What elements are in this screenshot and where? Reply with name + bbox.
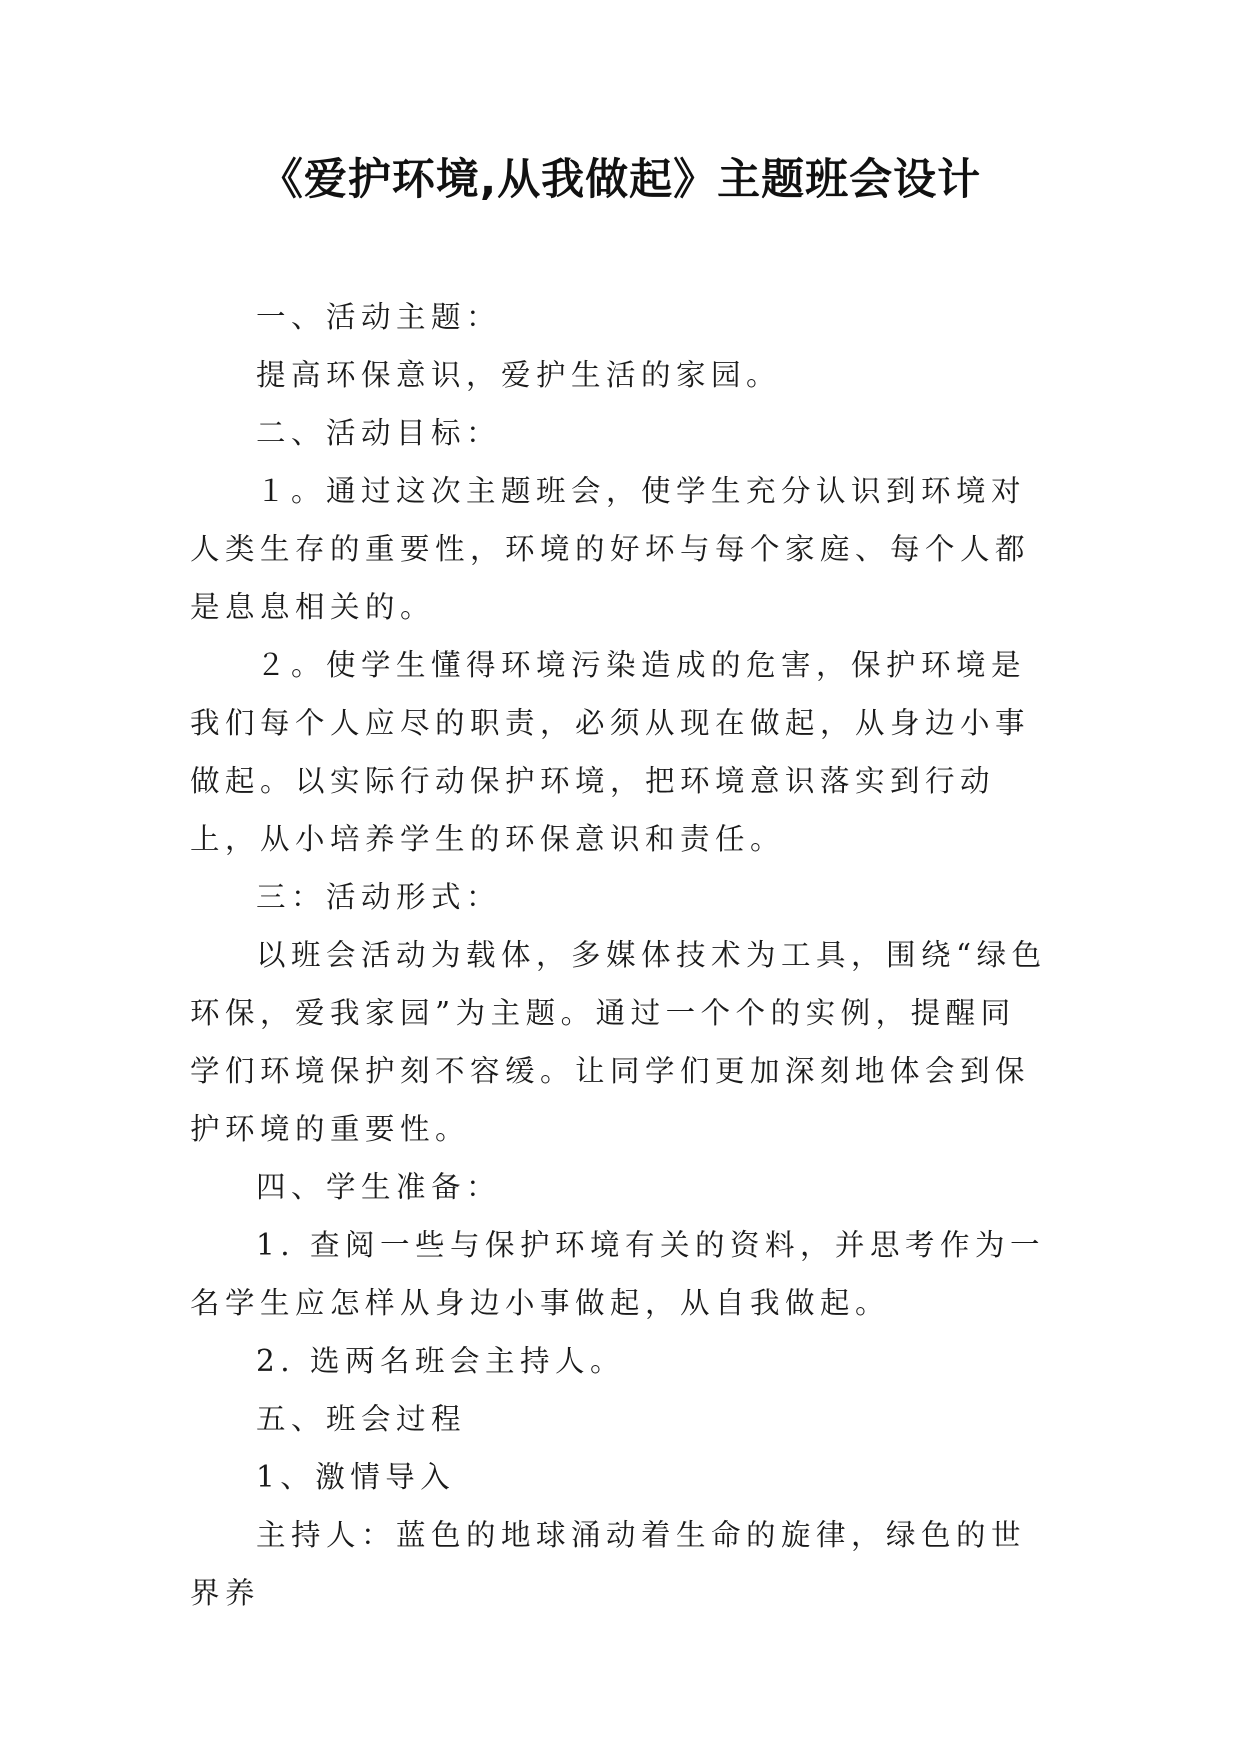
document-body (190, 288, 1050, 1622)
section-heading-activity-form: 三：活动形式： (256, 880, 502, 914)
paragraph-prep-2: 2. 选两名班会主持人。 (256, 1344, 626, 1378)
paragraph-activity-form: 以班会活动为载体，多媒体技术为工具，围绕“绿色环保，爱我家园”为主题。通过一个个的实例，提醒同学们环境保护刻不容缓。让同学们更加深刻地体会到保护环境的重要性。 (190, 938, 1047, 1146)
paragraph-goal-1: １。通过这次主题班会，使学生充分认识到环境对人类生存的重要性，环境的好坏与每个家庭、每个人都是息息相关的。 (190, 474, 1031, 624)
document-title: 《爱护环境,从我做起》主题班会设计 (259, 155, 982, 205)
paragraph-prep-1: 1. 查阅一些与保护环境有关的资料，并思考作为一名学生应怎样从身边小事做起，从自我做起。 (190, 1228, 1046, 1320)
paragraph-goal-2: ２。使学生懂得环境污染造成的危害，保护环境是我们每个人应尽的职责，必须从现在做起，从身边小事做起。以实际行动保护环境，把环境意识落实到行动上，从小培养学生的环保意识和责任。 (190, 648, 1031, 856)
section-heading-activity-theme: 一、活动主题： (256, 300, 502, 334)
section-heading-class-process: 五、班会过程 (256, 1402, 467, 1436)
paragraph-theme-text: 提高环保意识，爱护生活的家园。 (256, 358, 782, 392)
section-heading-activity-goals: 二、活动目标： (256, 416, 502, 450)
section-heading-student-prep: 四、学生准备： (256, 1170, 502, 1204)
paragraph-host-speech: 主持人：蓝色的地球涌动着生命的旋律，绿色的世界养 (190, 1518, 1027, 1610)
subheading-intro: 1、激情导入 (256, 1460, 456, 1494)
